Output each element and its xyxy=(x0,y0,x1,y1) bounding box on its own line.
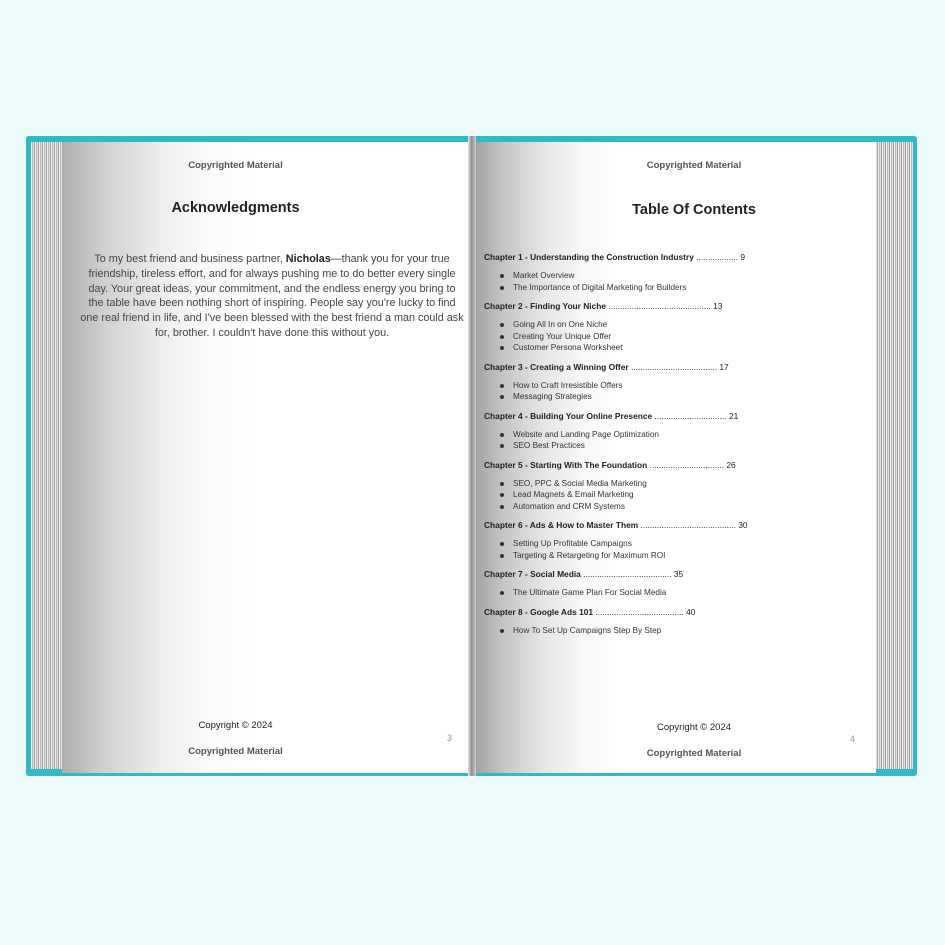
toc-leader-dots: ..................................... xyxy=(628,361,720,372)
open-book xyxy=(26,136,917,776)
toc-chapter-title: Chapter 3 - Creating a Winning Offer xyxy=(484,361,629,372)
page-edges-left xyxy=(31,142,65,769)
toc-subtopic xyxy=(484,587,864,599)
toc-subtopic-label: SEO Best Practices xyxy=(513,441,585,450)
toc-page-number: 40 xyxy=(686,606,696,617)
toc-chapter-entry xyxy=(484,568,864,580)
page-header: Copyrighted Material xyxy=(646,160,742,171)
toc-subtopic-label: SEO, PPC & Social Media Marketing xyxy=(513,478,647,488)
page-title: Acknowledgments xyxy=(171,200,300,216)
toc-subtopic-label: Targeting & Retargeting for Maximum ROI xyxy=(513,550,666,560)
bullet-icon xyxy=(500,554,504,558)
copyright-notice: Copyright © 2024 xyxy=(656,722,732,733)
toc-subtopic-label: Lead Magnets & Email Marketing xyxy=(513,490,634,499)
toc-subtopic xyxy=(484,538,864,550)
toc-subtopic xyxy=(484,625,864,637)
toc-chapter xyxy=(484,606,864,637)
toc-subtopic-list xyxy=(484,625,864,637)
toc-page-number: 9 xyxy=(740,252,746,262)
bullet-icon xyxy=(500,346,504,350)
toc-chapter-entry xyxy=(484,300,864,312)
toc-subtopic xyxy=(484,489,864,501)
toc-leader-dots: ............................... xyxy=(652,410,729,421)
toc-chapter-title: Chapter 6 - Ads & How to Master Them xyxy=(484,520,639,530)
ack-text-before: To my best friend and business partner, xyxy=(94,253,286,265)
toc-leader-dots: ............................................ xyxy=(606,301,714,311)
toc-chapter-title: Chapter 8 - Google Ads 101 xyxy=(484,606,594,617)
page-footer: Copyrighted Material xyxy=(646,748,742,759)
toc-subtopic xyxy=(484,429,864,441)
acknowledgments-page xyxy=(62,142,469,773)
toc-chapter-title: Chapter 1 - Understanding the Construction Industry xyxy=(484,252,694,262)
bullet-icon xyxy=(500,286,504,290)
toc-subtopic-label: Market Overview xyxy=(513,271,575,280)
bullet-icon xyxy=(500,274,504,278)
toc-subtopic-label: The Importance of Digital Marketing for Builders xyxy=(513,282,687,292)
toc-page-number: 30 xyxy=(738,520,748,530)
toc-subtopic xyxy=(484,342,864,354)
toc-subtopic xyxy=(484,282,864,294)
toc-page-number: 35 xyxy=(673,569,684,579)
toc-chapter-title: Chapter 4 - Building Your Online Presence xyxy=(484,410,653,421)
bullet-icon xyxy=(500,493,504,497)
toc-leader-dots: ................................ xyxy=(647,459,727,470)
toc-chapter-entry xyxy=(484,459,864,471)
toc-subtopic-label: Automation and CRM Systems xyxy=(513,501,625,511)
toc-chapter-entry xyxy=(484,251,864,263)
toc-chapter xyxy=(484,410,864,452)
acknowledgment-text xyxy=(80,252,464,341)
toc-leader-dots: ......................................... xyxy=(638,520,739,530)
bullet-icon xyxy=(500,395,504,399)
toc-subtopic xyxy=(484,270,864,282)
bullet-icon xyxy=(500,444,504,448)
toc-subtopic-list xyxy=(484,319,864,354)
toc-subtopic xyxy=(484,331,864,343)
toc-subtopic-label: Customer Persona Worksheet xyxy=(513,343,623,352)
toc-subtopic xyxy=(484,380,864,392)
toc-leader-dots: ...................................... xyxy=(593,606,687,617)
copyright-notice: Copyright © 2024 xyxy=(198,720,273,731)
bullet-icon xyxy=(500,433,504,437)
page-footer: Copyrighted Material xyxy=(188,746,283,757)
page-title: Table Of Contents xyxy=(632,202,756,218)
page-edges-right xyxy=(874,142,913,769)
toc-leader-dots: .................. xyxy=(693,252,741,262)
toc-subtopic-list xyxy=(484,538,864,561)
toc-subtopic-label: Going All In on One Niche xyxy=(513,320,608,329)
ack-name: Nicholas xyxy=(285,253,331,265)
bullet-icon xyxy=(500,505,504,509)
toc-leader-dots: ...................................... xyxy=(580,569,674,579)
ack-text-after: —thank you for your true friendship, tireless effort, and for always pushing me to do better every single day. Your great ideas, your commitment, and the endless energy you bring to the table have been nothing short of inspiring. People say you're lucky to find one real friend in life, and I've been blessed with the best friend a man could ask for, brother. I couldn't have done this without you. xyxy=(80,253,464,339)
table-of-contents xyxy=(484,251,864,643)
toc-chapter-entry xyxy=(484,606,864,618)
toc-page-number: 21 xyxy=(728,410,739,421)
toc-subtopic-list xyxy=(484,478,864,513)
bullet-icon xyxy=(500,629,504,633)
toc-chapter xyxy=(484,568,864,599)
toc-subtopic-list xyxy=(484,380,864,403)
toc-subtopic-label: Messaging Strategies xyxy=(513,392,592,401)
toc-subtopic-label: How to Craft Irresistible Offers xyxy=(513,380,623,390)
toc-subtopic-list xyxy=(484,429,864,452)
toc-chapter-title: Chapter 2 - Finding Your Niche xyxy=(484,301,607,311)
toc-chapter-entry xyxy=(484,519,864,531)
toc-subtopic-label: How To Set Up Campaigns Step By Step xyxy=(513,625,662,635)
toc-subtopic xyxy=(484,440,864,452)
toc-subtopic-label: Website and Landing Page Optimization xyxy=(513,429,659,439)
bullet-icon xyxy=(500,542,504,546)
toc-chapter xyxy=(484,300,864,354)
bullet-icon xyxy=(500,591,504,595)
toc-page-number: 26 xyxy=(726,459,736,470)
table-of-contents-page xyxy=(472,142,876,773)
bullet-icon xyxy=(500,482,504,486)
toc-subtopic xyxy=(484,391,864,403)
toc-chapter xyxy=(484,459,864,513)
toc-subtopic-label: Setting Up Profitable Campaigns xyxy=(513,539,632,548)
toc-chapter-title: Chapter 5 - Starting With The Foundation xyxy=(484,459,648,470)
toc-subtopic xyxy=(484,478,864,490)
toc-chapter xyxy=(484,361,864,403)
toc-subtopic xyxy=(484,550,864,562)
toc-subtopic-label: The Ultimate Game Plan For Social Media xyxy=(513,588,667,597)
toc-chapter xyxy=(484,519,864,561)
bullet-icon xyxy=(500,323,504,327)
page-number: 4 xyxy=(850,734,856,744)
toc-chapter-entry xyxy=(484,410,864,422)
toc-subtopic-list xyxy=(484,270,864,293)
toc-chapter xyxy=(484,251,864,293)
book-spine xyxy=(468,136,476,776)
toc-page-number: 17 xyxy=(719,361,729,372)
bullet-icon xyxy=(500,335,504,339)
toc-subtopic-label: Creating Your Unique Offer xyxy=(513,331,612,341)
toc-subtopic xyxy=(484,501,864,513)
page-number: 3 xyxy=(447,733,453,743)
toc-page-number: 13 xyxy=(713,301,723,311)
toc-chapter-title: Chapter 7 - Social Media xyxy=(484,569,581,579)
bullet-icon xyxy=(500,384,504,388)
page-header: Copyrighted Material xyxy=(188,160,283,171)
toc-subtopic xyxy=(484,319,864,331)
toc-subtopic-list xyxy=(484,587,864,599)
toc-chapter-entry xyxy=(484,361,864,373)
